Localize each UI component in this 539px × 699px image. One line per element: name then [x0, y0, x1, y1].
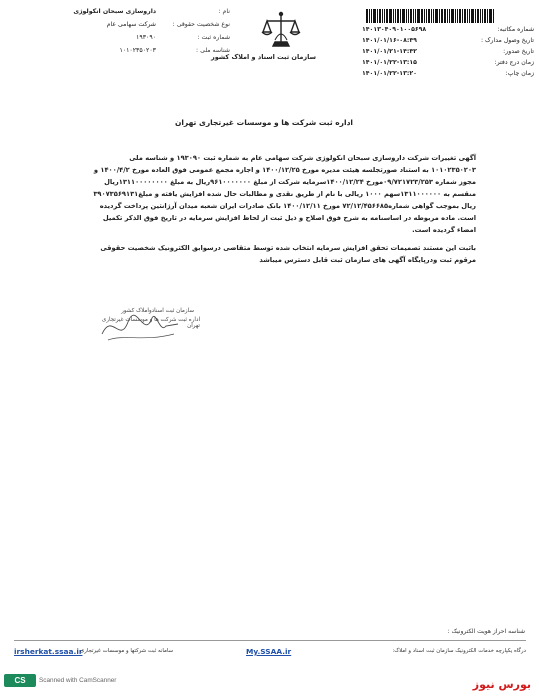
company-field [40, 47, 230, 55]
company-field [40, 8, 230, 16]
barcode-bar [382, 9, 383, 23]
reference-block [362, 9, 534, 78]
barcode-bar [371, 9, 372, 23]
barcode-bar [402, 9, 405, 23]
barcode-bar [393, 9, 394, 23]
reference-row [362, 59, 534, 67]
org-name: سازمان ثبت اسناد و املاک کشور [210, 53, 316, 61]
barcode-bar [369, 9, 370, 23]
barcode-bar [480, 9, 481, 23]
scales-of-justice-icon [261, 10, 301, 52]
barcode-bar [435, 9, 438, 23]
barcode-bar [439, 9, 440, 23]
camscanner-watermark [4, 673, 116, 687]
reference-label: تاریخ صدور: [503, 48, 534, 55]
electronic-id-label: شناسه احراز هویت الکترونیک : [447, 628, 525, 635]
myssaa-description: درگاه یکپارچه خدمات الکترونیک سازمان ثبت اسناد و املاک: [392, 648, 526, 654]
company-field-label: شناسه ملی : [196, 47, 230, 54]
barcode-bar [366, 9, 368, 23]
barcode-bar [426, 9, 427, 23]
reference-label: زمان درج دفتر: [494, 59, 534, 66]
barcode-bar [406, 9, 407, 23]
barcode-bar [431, 9, 432, 23]
company-field-value: شرکت سهامی عام [106, 21, 156, 28]
stamp-line-2: اداره ثبت شرکت ها و موسسات غیرتجاری تهران [101, 317, 200, 329]
barcode-bar [377, 9, 378, 23]
barcode-bar [462, 9, 463, 23]
company-field [40, 21, 230, 29]
barcode-bar [447, 9, 448, 23]
bourse-news-logo: بورس نیوز [472, 678, 531, 691]
barcode-bar [379, 9, 381, 23]
reference-label: زمان چاپ: [505, 70, 534, 77]
camscanner-text: Scanned with CamScanner [39, 676, 117, 684]
barcode-bar [389, 9, 392, 23]
barcode-bar [384, 9, 385, 23]
barcode-bar [408, 9, 409, 23]
barcode-bar [397, 9, 399, 23]
reference-value: ۱۴۰۱/۰۱/۱۶-۰۸:۴۹ [362, 37, 417, 44]
company-field-value: ۱۹۳۰۹۰ [136, 34, 156, 41]
barcode [366, 9, 526, 23]
barcode-bar [469, 9, 470, 23]
barcode-bar [455, 9, 456, 23]
barcode-bar [413, 9, 414, 23]
barcode-bar [471, 9, 474, 23]
barcode-bar [477, 9, 479, 23]
barcode-bar [467, 9, 468, 23]
notice-paragraph-1: آگهی تغییرات شرکت داروسازی سبحان انکولوژی شرکت سهامی عام به شماره ثبت ۱۹۳۰۹۰ و شناسه ملی ۱۰۱۰۲۳۵۰۲۰۳ به استناد صورتجلسه هیئت مدیره مورخ ۱۴۰۰/۱۲/۲۵ و اجازه مجمع عمومی فوق العاده مورخ ۱۴۰۰/۴/۲ و مجوز شماره ۰۹/۷۲۱۷۲۳/۲۵۳مورخ ۱۴۰۰/۱۲/۲۴سرمایه شرکت از مبلغ ۹۶۱۰۰۰۰۰۰۰ریال به مبلغ ۱۳۱۱۰۰۰۰۰۰۰۰ریال منقسم به ۱۳۱۱۰۰۰۰۰۰سهم ۱۰۰۰ ریالی با نام از طریق نقدی و مطالبات حال شده افزایش یافته و مبلغ۳۹۰۷۳۵۶۹۱۳۱ ریال بموجب گواهی شماره۷۲/۱۲/۴۵۶۶۸۵ مورخ ۱۴۰۰/۱۲/۱۱ بانک صادرات ایران شعبه میدان آرژانتین پرداخت گردیده است. ماده مربوطه در اساسنامه به شرح فوق اصلاح و ذیل ثبت از لحاظ افزایش سرمایه در تاریخ فوق الذکر تکمیل امضاء گردیده است. [93, 154, 476, 234]
irsherkat-link[interactable]: irsherkat.ssaa.ir [14, 647, 83, 656]
barcode-bar [428, 9, 430, 23]
notice-paragraph-2: باثبت این مستند تصمیمات تحقق افزایش سرمایه انتخاب شده توسط متقاضی درسوابق الکترونیک شخصیت حقوقی مرقوم ثبت ودرپایگاه آگهی های سازمان ثبت قابل دسترس میباشد [100, 244, 476, 264]
reference-row [362, 48, 534, 56]
signature-stamp [90, 300, 200, 350]
barcode-bar [373, 9, 376, 23]
barcode-bar [484, 9, 486, 23]
barcode-bar [415, 9, 416, 23]
barcode-bar [417, 9, 420, 23]
barcode-bar [433, 9, 434, 23]
company-field-label: شماره ثبت : [197, 34, 230, 41]
footer-divider [14, 640, 526, 641]
barcode-bar [410, 9, 412, 23]
barcode-bar [441, 9, 443, 23]
reference-row [362, 37, 534, 45]
barcode-bar [386, 9, 388, 23]
office-heading: اداره ثبت شرکت ها و موسسات غیرتجاری تهران [174, 118, 353, 127]
barcode-bar [449, 9, 450, 23]
company-field-label: نوع شخصیت حقوقی : [172, 21, 230, 28]
reference-label: شماره مکاتبه: [497, 26, 534, 33]
notice-body [86, 152, 476, 266]
myssaa-link[interactable]: My.SSAA.ir [246, 647, 292, 656]
company-field-label: نام : [218, 8, 230, 15]
barcode-bar [457, 9, 458, 23]
barcode-bar [459, 9, 461, 23]
barcode-bar [489, 9, 492, 23]
camscanner-logo-icon: CS [4, 674, 36, 687]
company-info [40, 8, 230, 60]
irsherkat-description: سامانه ثبت شرکتها و موسسات غیرتجاری [80, 648, 174, 654]
reference-row [362, 26, 534, 34]
reference-value: ۱۴۰۱/۰۱/۲۱-۱۴:۴۲ [362, 48, 417, 55]
barcode-bar [493, 9, 494, 23]
reference-value: ۱۴۰۱۳۰۴۰۹۰۱۰۰۵۶۹۸ [362, 26, 427, 33]
stamp-line-1: سازمان ثبت اسنادواملاک کشور [121, 308, 194, 314]
reference-value: ۱۴۰۱/۰۱/۲۲-۱۳:۱۵ [362, 59, 417, 66]
reference-row [362, 70, 534, 78]
reference-label: تاریخ وصول مدارک : [480, 37, 534, 44]
company-field-value: داروسازی سبحان انکولوژی [73, 8, 156, 15]
barcode-bar [487, 9, 488, 23]
barcode-bar [464, 9, 466, 23]
company-field [40, 34, 230, 42]
barcode-bar [451, 9, 454, 23]
barcode-bar [400, 9, 401, 23]
barcode-bar [482, 9, 483, 23]
barcode-bar [395, 9, 396, 23]
barcode-bar [421, 9, 423, 23]
reference-value: ۱۴۰۱/۰۱/۲۲-۱۳:۲۰ [362, 70, 417, 77]
company-field-value: ۱۰۱۰۲۳۵۰۲۰۳ [119, 47, 156, 54]
barcode-bar [475, 9, 476, 23]
barcode-bar [424, 9, 425, 23]
barcode-bar [444, 9, 446, 23]
